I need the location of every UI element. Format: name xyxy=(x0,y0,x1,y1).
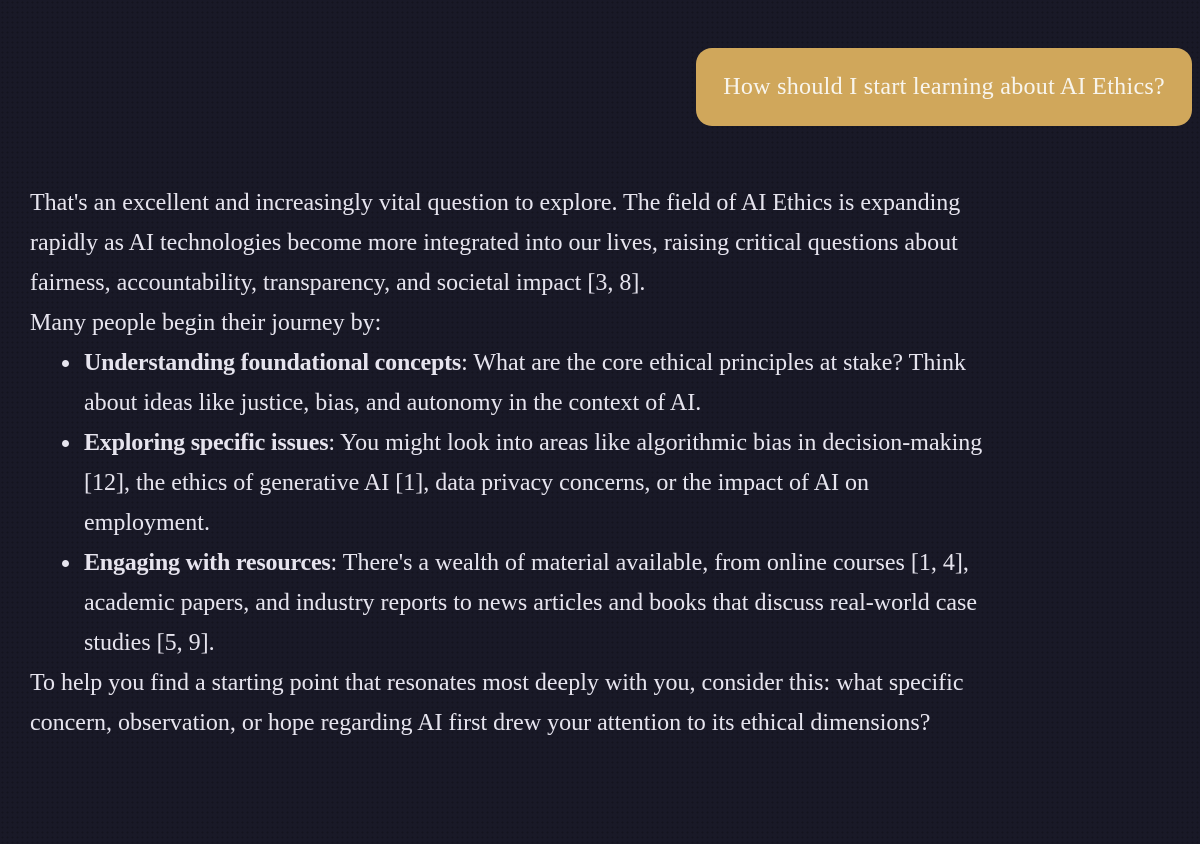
assistant-text: To help you find a starting point that resonates most deeply with you, consider this: what specific concern, observation, or hope regarding AI first drew your attention to its ethical dimensions? xyxy=(30,670,964,736)
assistant-text: : There's a wealth of material available, from online courses [1, 4], academic papers, and industry reports to news articles and books that discuss real-world case studies [5, 9]. xyxy=(84,550,978,656)
assistant-paragraph xyxy=(30,303,990,343)
assistant-paragraph xyxy=(30,663,990,743)
assistant-bullet-list xyxy=(30,343,990,663)
list-item xyxy=(84,343,990,423)
assistant-text: Many people begin their journey by: xyxy=(30,310,382,336)
user-message-row xyxy=(0,48,1192,126)
user-message-bubble xyxy=(696,48,1192,126)
assistant-text-bold: Understanding foundational concepts xyxy=(84,350,462,376)
assistant-text-bold: Exploring specific issues xyxy=(84,430,329,456)
assistant-text: That's an excellent and increasingly vital question to explore. The field of AI Ethics is expanding rapidly as AI technologies become more integrated into our lives, raising critical questions about fairness, accountability, transparency, and societal impact [3, 8]. xyxy=(30,190,961,296)
assistant-text: : What are the core ethical principles at stake? Think about ideas like justice, bias, and autonomy in the context of AI. xyxy=(84,350,966,416)
assistant-text: : You might look into areas like algorithmic bias in decision-making [12], the ethics of generative AI [1], data privacy concerns, or the impact of AI on employment. xyxy=(84,430,983,536)
list-item xyxy=(84,543,990,663)
list-item xyxy=(84,423,990,543)
user-message-text: How should I start learning about AI Ethics? xyxy=(723,74,1165,100)
assistant-paragraph xyxy=(30,183,990,303)
assistant-message xyxy=(30,183,990,743)
assistant-text-bold: Engaging with resources xyxy=(84,550,331,576)
